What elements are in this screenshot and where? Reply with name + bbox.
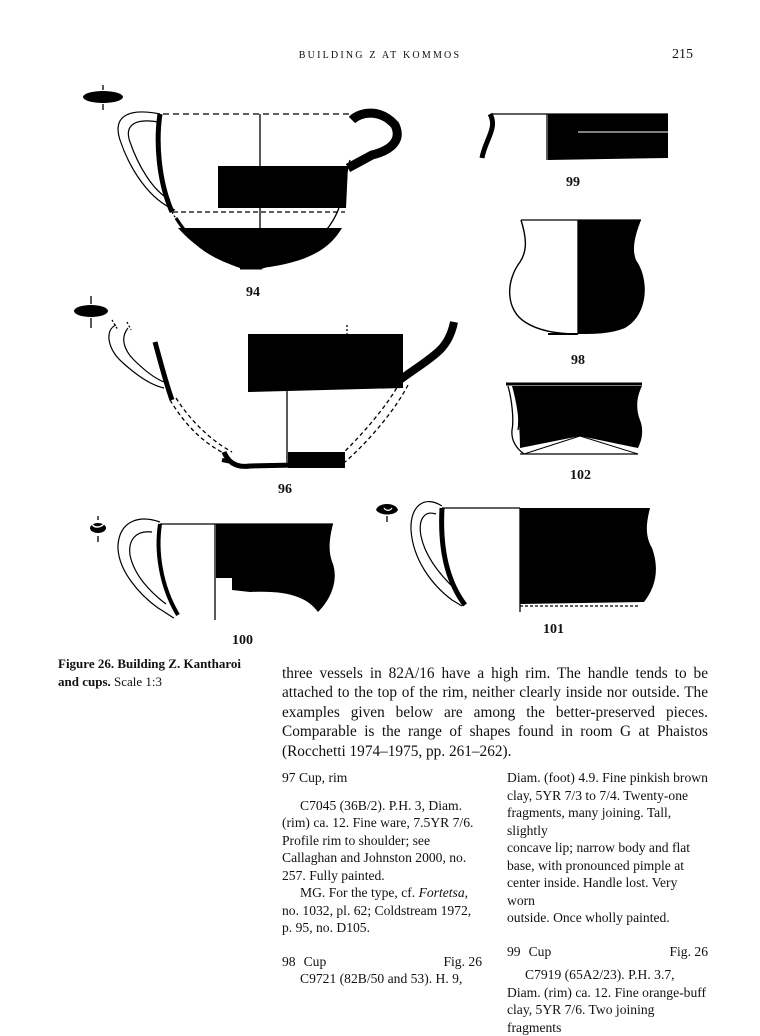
entry-97-heading — [282, 769, 482, 787]
entry-97-line: Callaghan and Johnston 2000, no. — [282, 850, 467, 865]
entry-97-line: 257. Fully painted. — [282, 867, 385, 883]
entry-97-ref-line: p. 95, no. D105. — [282, 920, 370, 935]
entry-98-cont-line: outside. Once wholly painted. — [507, 910, 670, 925]
entry-98-title: Cup — [303, 953, 327, 969]
vessel-label-101: 101 — [543, 622, 564, 637]
page-number: 215 — [672, 47, 693, 62]
entry-98-number: 98 — [282, 953, 296, 969]
entry-98-cont-line: center inside. Handle lost. Very worn — [507, 875, 678, 908]
vessel-label-99: 99 — [566, 175, 580, 190]
entry-97-title: Cup, rim — [299, 770, 348, 785]
entry-98-fig-ref: Fig. 26 — [443, 953, 482, 969]
vessel-label-96: 96 — [278, 482, 292, 497]
vessel-98-drawing — [510, 220, 645, 334]
entry-97-number: 97 — [282, 770, 296, 785]
vessel-100-drawing — [90, 516, 335, 620]
vessel-label-102: 102 — [570, 468, 591, 483]
entry-98-line: C9721 (82B/50 and 53). H. 9, — [300, 971, 463, 986]
entry-97-ref-italic: Fortetsa, — [418, 885, 469, 900]
entry-99-heading — [507, 943, 708, 961]
entry-98-cont-line: concave lip; narrow body and flat — [507, 840, 691, 855]
entry-99-line: C7919 (65A2/23). P.H. 3.7, — [525, 967, 675, 982]
entry-97-reference — [282, 884, 482, 902]
figure-caption — [58, 655, 258, 691]
entry-99-line: clay, 5YR 7/6. Two joining fragments — [507, 1002, 655, 1035]
entry-97-line: (rim) ca. 12. Fine ware, 7.5YR 7/6. — [282, 815, 474, 830]
entry-99-title: Cup — [528, 943, 552, 959]
entry-97-ref-lead: MG. For the type, cf. — [300, 885, 419, 900]
vessel-101-drawing — [376, 502, 656, 612]
entry-97-line: C7045 (36B/2). P.H. 3, Diam. — [300, 797, 462, 813]
body-paragraph: three vessels in 82A/16 have a high rim. The handle tends to be attached to the top of the rim, neither clearly inside nor outside. The examples given below are among the better-preserved pieces. Comparable is the range of shapes found in room G at Phaistos (Rocchetti 1974–1975, pp. 261–262). — [282, 665, 708, 760]
figure-caption-title: Figure 26. Building Z. Kantharoi and cups. — [58, 656, 242, 689]
figure-caption-scale: Scale 1:3 — [110, 674, 163, 689]
running-title: BUILDING Z AT KOMMOS — [298, 50, 462, 61]
entry-97-ref-line: no. 1032, pl. 62; Coldstream 1972, — [282, 902, 472, 918]
vessel-label-98: 98 — [571, 353, 585, 368]
entry-98-cont-line: clay, 5YR 7/3 to 7/4. Twenty-one — [507, 787, 689, 803]
entry-99-fig-ref: Fig. 26 — [669, 943, 708, 959]
vessel-99-drawing — [482, 114, 668, 160]
entry-99-line: Diam. (rim) ca. 12. Fine orange-buff — [507, 984, 707, 1000]
entry-98-heading — [282, 953, 482, 971]
vessel-label-94: 94 — [246, 285, 260, 300]
entry-97-line: Profile rim to shoulder; see — [282, 832, 430, 848]
entry-98-cont-line: Diam. (foot) 4.9. Fine pinkish brown — [507, 770, 708, 785]
catalog-column-right — [507, 769, 708, 1036]
entry-99-number: 99 — [507, 943, 521, 959]
entry-98-cont-line: fragments, many joining. Tall, slightly — [507, 805, 672, 838]
entry-98-cont-line: base, with pronounced pimple at — [507, 857, 685, 873]
vessel-102-drawing — [506, 384, 642, 454]
vessel-label-100: 100 — [232, 633, 253, 648]
catalog-column-left — [282, 769, 482, 988]
